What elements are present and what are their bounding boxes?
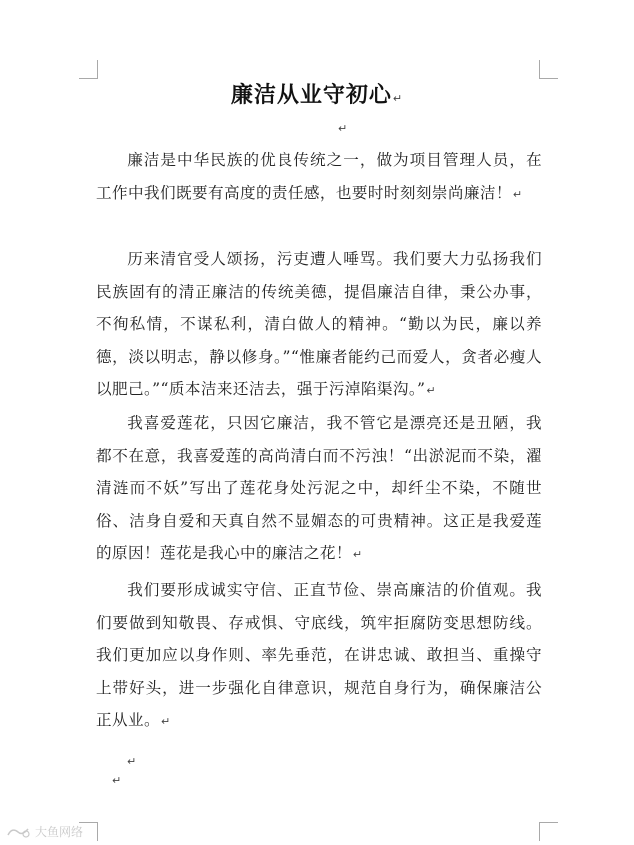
page-corner-mark-top-right — [539, 60, 558, 79]
empty-paragraph-mark-icon: ↵ — [112, 774, 122, 787]
empty-paragraph-mark-icon: ↵ — [338, 122, 348, 135]
empty-paragraph-mark-icon: ↵ — [127, 755, 137, 768]
paragraph-mark-icon: ↵ — [512, 187, 523, 201]
watermark — [6, 823, 83, 840]
page-corner-mark-top-left — [79, 60, 98, 79]
paragraph-mark-icon: ↵ — [352, 548, 363, 561]
paragraph-mark-icon: ↵ — [392, 92, 404, 105]
body-paragraph-2[interactable]: 历来清官受人颂扬，污吏遭人唾骂。我们要大力弘扬我们民族固有的清正廉洁的传统美德，提倡廉洁自律，秉公办事，不徇私情，不谋私利，清白做人的精神。“勤以为民，廉以养德，淡以明志，静以修身。”“惟廉者能约己而爱人，贪者必瘦人以肥己。”“质本洁来还洁去，强于污淖陷渠沟。”↵ — [96, 250, 542, 398]
watermark-text: 大鱼网络 — [35, 825, 84, 839]
body-paragraph-4[interactable]: 我们要形成诚实守信、正直节俭、崇高廉洁的价值观。我们要做到知敬畏、存戒惧、守底线，筑牢拒腐防变思想防线。我们更加应以身作则、率先垂范，在讲忠诚、敢担当、重操守上带好头，进一步强化自律意识，规范自身行为，确保廉洁公正从业。↵ — [96, 581, 542, 729]
paragraph-mark-icon: ↵ — [160, 715, 171, 728]
document-title[interactable]: 廉洁从业守初心↵ — [230, 82, 404, 108]
paragraph-mark-icon: ↵ — [426, 384, 437, 397]
watermark-logo-icon — [6, 825, 32, 839]
body-paragraph-1[interactable]: 廉洁是中华民族的优良传统之一，做为项目管理人员，在工作中我们既要有高度的责任感，也要时时刻刻崇尚廉洁！↵ — [96, 151, 542, 202]
body-paragraph-3[interactable]: 我喜爱莲花，只因它廉洁，我不管它是漂亮还是丑陋，我都不在意，我喜爱莲的高尚清白而不污浊！“出淤泥而不染，濯清涟而不妖”写出了莲花身处污泥之中，却纤尘不染，不随世俗、洁身自爱和天真自然不显媚态的可贵精神。这正是我爱莲的原因！莲花是我心中的廉洁之花！↵ — [96, 414, 542, 562]
page-corner-mark-bottom-right — [539, 822, 558, 841]
